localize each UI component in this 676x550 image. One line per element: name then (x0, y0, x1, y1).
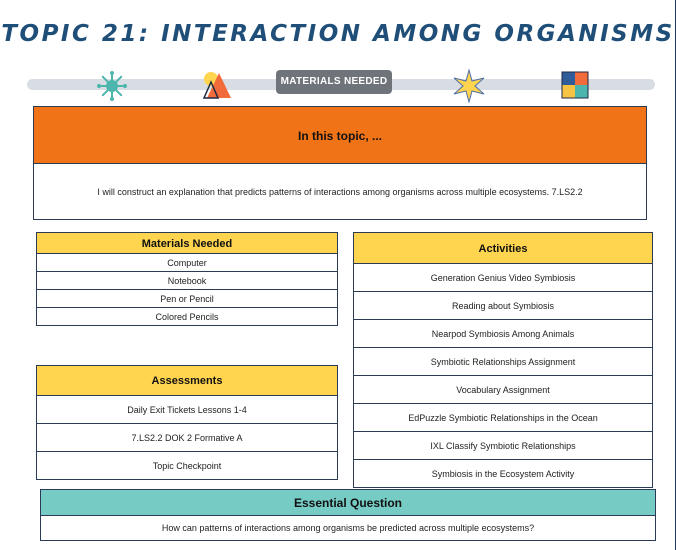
activities-item: Reading about Symbiosis (353, 292, 653, 320)
assessments-table (36, 365, 338, 480)
materials-item: Notebook (36, 272, 338, 290)
essential-question-text: How can patterns of interactions among organisms be predicted across multiple ecosystems? (40, 516, 656, 541)
activities-item: Generation Genius Video Symbiosis (353, 264, 653, 292)
assessments-item: Daily Exit Tickets Lessons 1-4 (36, 396, 338, 424)
page-title: TOPIC 21: INTERACTION AMONG ORGANISMS (1, 21, 675, 47)
materials-item: Colored Pencils (36, 308, 338, 326)
topic-intro-heading: In this topic, ... (33, 106, 647, 164)
sun-snowflake-icon (96, 70, 128, 102)
materials-needed-badge: MATERIALS NEEDED (276, 70, 392, 94)
materials-heading: Materials Needed (36, 232, 338, 254)
activities-table (353, 232, 653, 488)
materials-item: Pen or Pencil (36, 290, 338, 308)
assessments-item: 7.LS2.2 DOK 2 Formative A (36, 424, 338, 452)
materials-item: Computer (36, 254, 338, 272)
assessments-item: Topic Checkpoint (36, 452, 338, 480)
assessments-heading: Assessments (36, 365, 338, 396)
activities-heading: Activities (353, 232, 653, 264)
essential-question-table (40, 489, 656, 541)
activities-item: Symbiosis in the Ecosystem Activity (353, 460, 653, 488)
color-cube-icon (561, 71, 589, 99)
materials-table (36, 232, 338, 326)
shapes-icon (201, 70, 233, 100)
activities-item: Nearpod Symbiosis Among Animals (353, 320, 653, 348)
star-burst-icon (452, 69, 486, 103)
essential-question-heading: Essential Question (40, 489, 656, 516)
activities-item: IXL Classify Symbiotic Relationships (353, 432, 653, 460)
activities-item: Symbiotic Relationships Assignment (353, 348, 653, 376)
activities-item: EdPuzzle Symbiotic Relationships in the Ocean (353, 404, 653, 432)
topic-intro-text: I will construct an explanation that predicts patterns of interactions among organisms across multiple ecosystems. 7.LS2.2 (33, 164, 647, 220)
activities-item: Vocabulary Assignment (353, 376, 653, 404)
